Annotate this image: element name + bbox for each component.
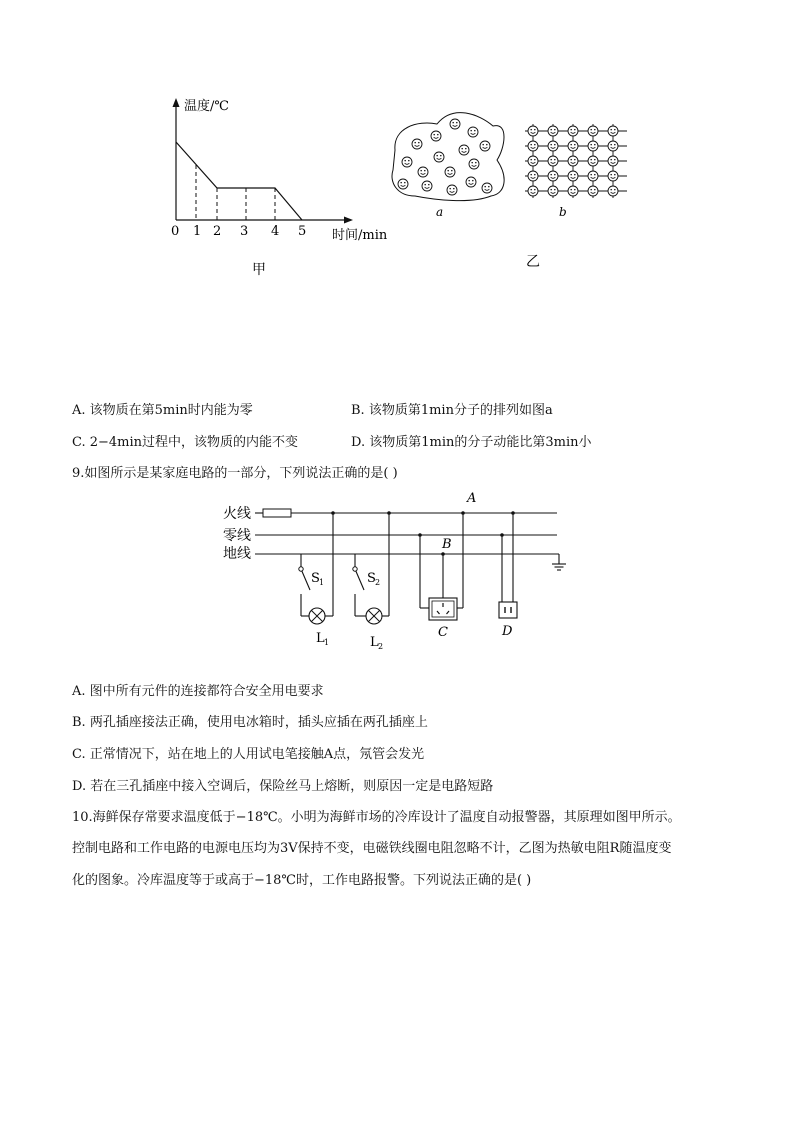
- three-hole-socket-wires: [420, 513, 463, 608]
- y-axis-label: 温度/℃: [184, 99, 229, 114]
- switch-s2-pivot: [353, 567, 357, 571]
- socket-d-label: D: [502, 624, 513, 639]
- x-axis-label: 时间/min: [332, 228, 388, 243]
- l1-subscript: 1: [324, 638, 330, 647]
- x-axis-arrow: [344, 217, 353, 224]
- s2-label: S: [367, 571, 376, 586]
- two-hole-socket-wires: [502, 513, 513, 602]
- tick-0: 0: [171, 224, 180, 239]
- q9-option-c: C. 正常情况下，站在地上的人用试电笔接触A点，氖管会发光: [72, 747, 425, 762]
- s1-label: S: [311, 571, 320, 586]
- q8-option-d: D. 该物质第1min的分子动能比第3min小: [351, 435, 592, 450]
- s2-subscript: 2: [375, 578, 381, 587]
- ground-wire-label: 地线: [223, 546, 251, 562]
- q9-stem: 9.如图所示是某家庭电路的一部分，下列说法正确的是( ): [72, 466, 398, 481]
- branch-l2: [355, 513, 389, 616]
- point-b-label: B: [442, 537, 452, 552]
- figure-yi: [385, 100, 645, 275]
- q9-option-a: A. 图中所有元件的连接都符合安全用电要求: [72, 684, 324, 699]
- tick-3: 3: [240, 224, 249, 239]
- two-hole-socket-d: [499, 602, 517, 618]
- l2-subscript: 2: [378, 642, 384, 651]
- tick-5: 5: [298, 224, 307, 239]
- q9-option-b: B. 两孔插座接法正确，使用电冰箱时，插头应插在两孔插座上: [72, 715, 428, 730]
- figure-jia-caption: 甲: [252, 262, 266, 278]
- live-wire-label: 火线: [223, 506, 251, 522]
- socket-c-label: C: [438, 625, 448, 640]
- label-a: a: [436, 205, 444, 219]
- s1-subscript: 1: [319, 578, 325, 587]
- tick-4: 4: [271, 224, 280, 239]
- label-b: b: [559, 205, 567, 219]
- neutral-wire-label: 零线: [223, 528, 251, 544]
- l2-label: L: [370, 635, 379, 650]
- molecules-a: [398, 119, 492, 195]
- figure-yi-caption: 乙: [526, 254, 540, 270]
- point-a-label: A: [467, 491, 477, 506]
- fuse: [263, 509, 291, 517]
- ground-symbol: [552, 554, 566, 570]
- tick-2: 2: [213, 224, 222, 239]
- l1-label: L: [316, 631, 325, 646]
- figure-jia-graph: [160, 92, 400, 282]
- switch-s1-pivot: [299, 567, 303, 571]
- y-axis-arrow: [173, 98, 180, 107]
- dashed-guides: [196, 165, 275, 220]
- branch-l1: [301, 513, 333, 616]
- temperature-curve: [176, 142, 302, 220]
- tick-1: 1: [193, 224, 202, 239]
- q8-option-a: A. 该物质在第5min时内能为零: [72, 403, 253, 418]
- q9-option-d: D. 若在三孔插座中接入空调后，保险丝马上熔断，则原因一定是电路短路: [72, 779, 494, 794]
- q10-line-3: 化的图象。冷库温度等于或高于−18℃时，工作电路报警。下列说法正确的是( ): [72, 873, 532, 888]
- q10-line-1: 10.海鲜保存常要求温度低于−18℃。小明为海鲜市场的冷库设计了温度自动报警器，其原理如图甲所示。: [72, 810, 681, 825]
- q9-circuit-diagram: [215, 486, 585, 656]
- q8-option-c: C. 2−4min过程中，该物质的内能不变: [72, 435, 299, 450]
- q10-line-2: 控制电路和工作电路的电源电压均为3V保持不变，电磁铁线圈电阻忽略不计，乙图为热敏电阻R随温度变: [72, 841, 672, 856]
- q8-option-b: B. 该物质第1min分子的排列如图a: [351, 403, 553, 418]
